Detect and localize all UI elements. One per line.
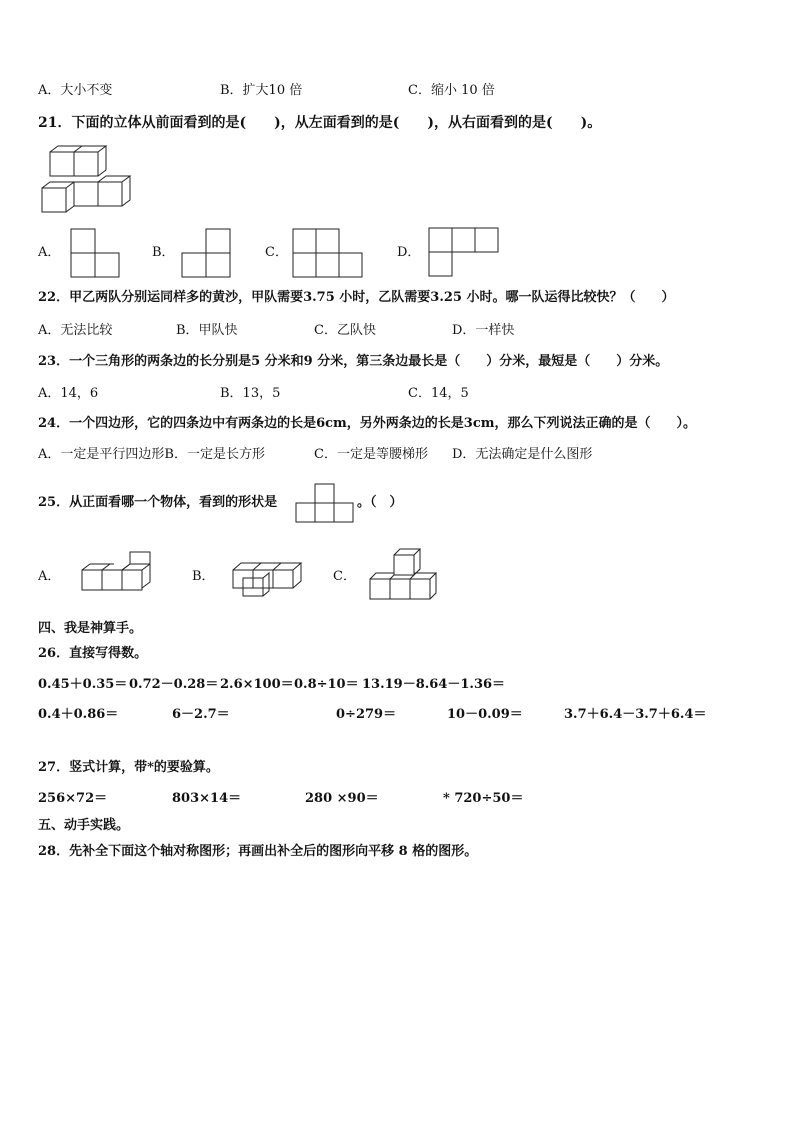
q24-option-c: C．一定是等腰梯形	[314, 447, 428, 462]
q20-option-a: A．大小不变	[38, 83, 113, 98]
q27-item: * 720÷50＝	[443, 791, 524, 806]
q25-option-c-label: C．	[333, 569, 356, 584]
q21-solid-figure	[40, 144, 135, 216]
q22-option-c: C．乙队快	[314, 323, 376, 338]
q27-item: 803×14＝	[172, 791, 242, 806]
q26-title: 26．直接写得数。	[38, 646, 148, 661]
q21-question	[38, 114, 601, 132]
q27-item: 280 ×90＝	[305, 791, 379, 806]
q21-option-a-view	[70, 228, 120, 278]
q21-option-c-view	[292, 228, 364, 278]
q25-question-end: 。（ ）	[357, 495, 403, 510]
q21-text: 下面的立体从前面看到的是( )，从左面看到的是( )，从右面看到的是( )。	[71, 115, 602, 131]
q26-item: 0.8÷10＝	[294, 677, 359, 692]
q20-option-b: B．扩大10 倍	[220, 83, 303, 98]
q24-option-ab: A．一定是平行四边形B．一定是长方形	[38, 447, 265, 462]
q26-item: 2.6×100＝	[220, 677, 294, 692]
q25-option-c-solid	[368, 547, 438, 603]
q21-option-a-label: A．	[38, 245, 61, 260]
q22-option-a: A．无法比较	[38, 323, 113, 338]
section-5-heading: 五、动手实践。	[38, 818, 130, 833]
q23-option-c: C．14，5	[408, 386, 469, 401]
q25-front-view-figure	[295, 483, 355, 523]
q21-option-d-label: D．	[397, 245, 421, 260]
q26-item: 13.19－8.64－1.36＝	[362, 677, 506, 692]
q25-option-b-solid	[229, 560, 301, 600]
q26-item: 0.45＋0.35＝	[38, 677, 128, 692]
q20-option-c: C．缩小 10 倍	[408, 83, 495, 98]
q23-option-a: A．14，6	[38, 386, 99, 401]
q22-option-b: B．甲队快	[176, 323, 238, 338]
q25-option-a-label: A．	[38, 569, 61, 584]
q26-item: 3.7＋6.4－3.7＋6.4＝	[564, 707, 707, 722]
q26-item: 6－2.7＝	[172, 707, 230, 722]
q26-item: 0.4＋0.86＝	[38, 707, 119, 722]
q28-question: 28．先补全下面这个轴对称图形；再画出补全后的图形向平移 8 格的图形。	[38, 844, 478, 859]
q26-item: 0.72－0.28＝	[129, 677, 219, 692]
section-4-heading: 四、我是神算手。	[38, 621, 143, 636]
q25-option-a-solid	[80, 548, 152, 594]
q21-option-b-view	[181, 228, 231, 278]
q26-item: 10－0.09＝	[447, 707, 523, 722]
q24-question: 24．一个四边形，它的四条边中有两条边的长是6cm，另外两条边的长是3cm，那么下列说法正确的是（ ）。	[38, 416, 697, 431]
q21-number: 21．	[38, 115, 72, 131]
q25-option-b-label: B．	[192, 569, 215, 584]
q23-question: 23．一个三角形的两条边的长分别是5 分米和9 分米，第三条边最长是（ ）分米，最短是（ ）分米。	[38, 354, 669, 369]
q27-item: 256×72＝	[38, 791, 108, 806]
q25-question-start: 25．从正面看哪一个物体，看到的形状是	[38, 495, 278, 510]
q22-option-d: D．一样快	[452, 323, 515, 338]
q27-title: 27．竖式计算，带*的要验算。	[38, 760, 219, 775]
q24-option-d: D．无法确定是什么图形	[452, 447, 593, 462]
q21-option-d-view	[428, 227, 500, 277]
q26-item: 0÷279＝	[336, 707, 397, 722]
q21-option-c-label: C．	[265, 245, 288, 260]
q23-option-b: B．13，5	[220, 386, 281, 401]
q21-option-b-label: B．	[152, 245, 175, 260]
q22-question: 22．甲乙两队分别运同样多的黄沙，甲队需要3.75 小时，乙队需要3.25 小时。哪一队运得比较快？（ ）	[38, 290, 675, 305]
